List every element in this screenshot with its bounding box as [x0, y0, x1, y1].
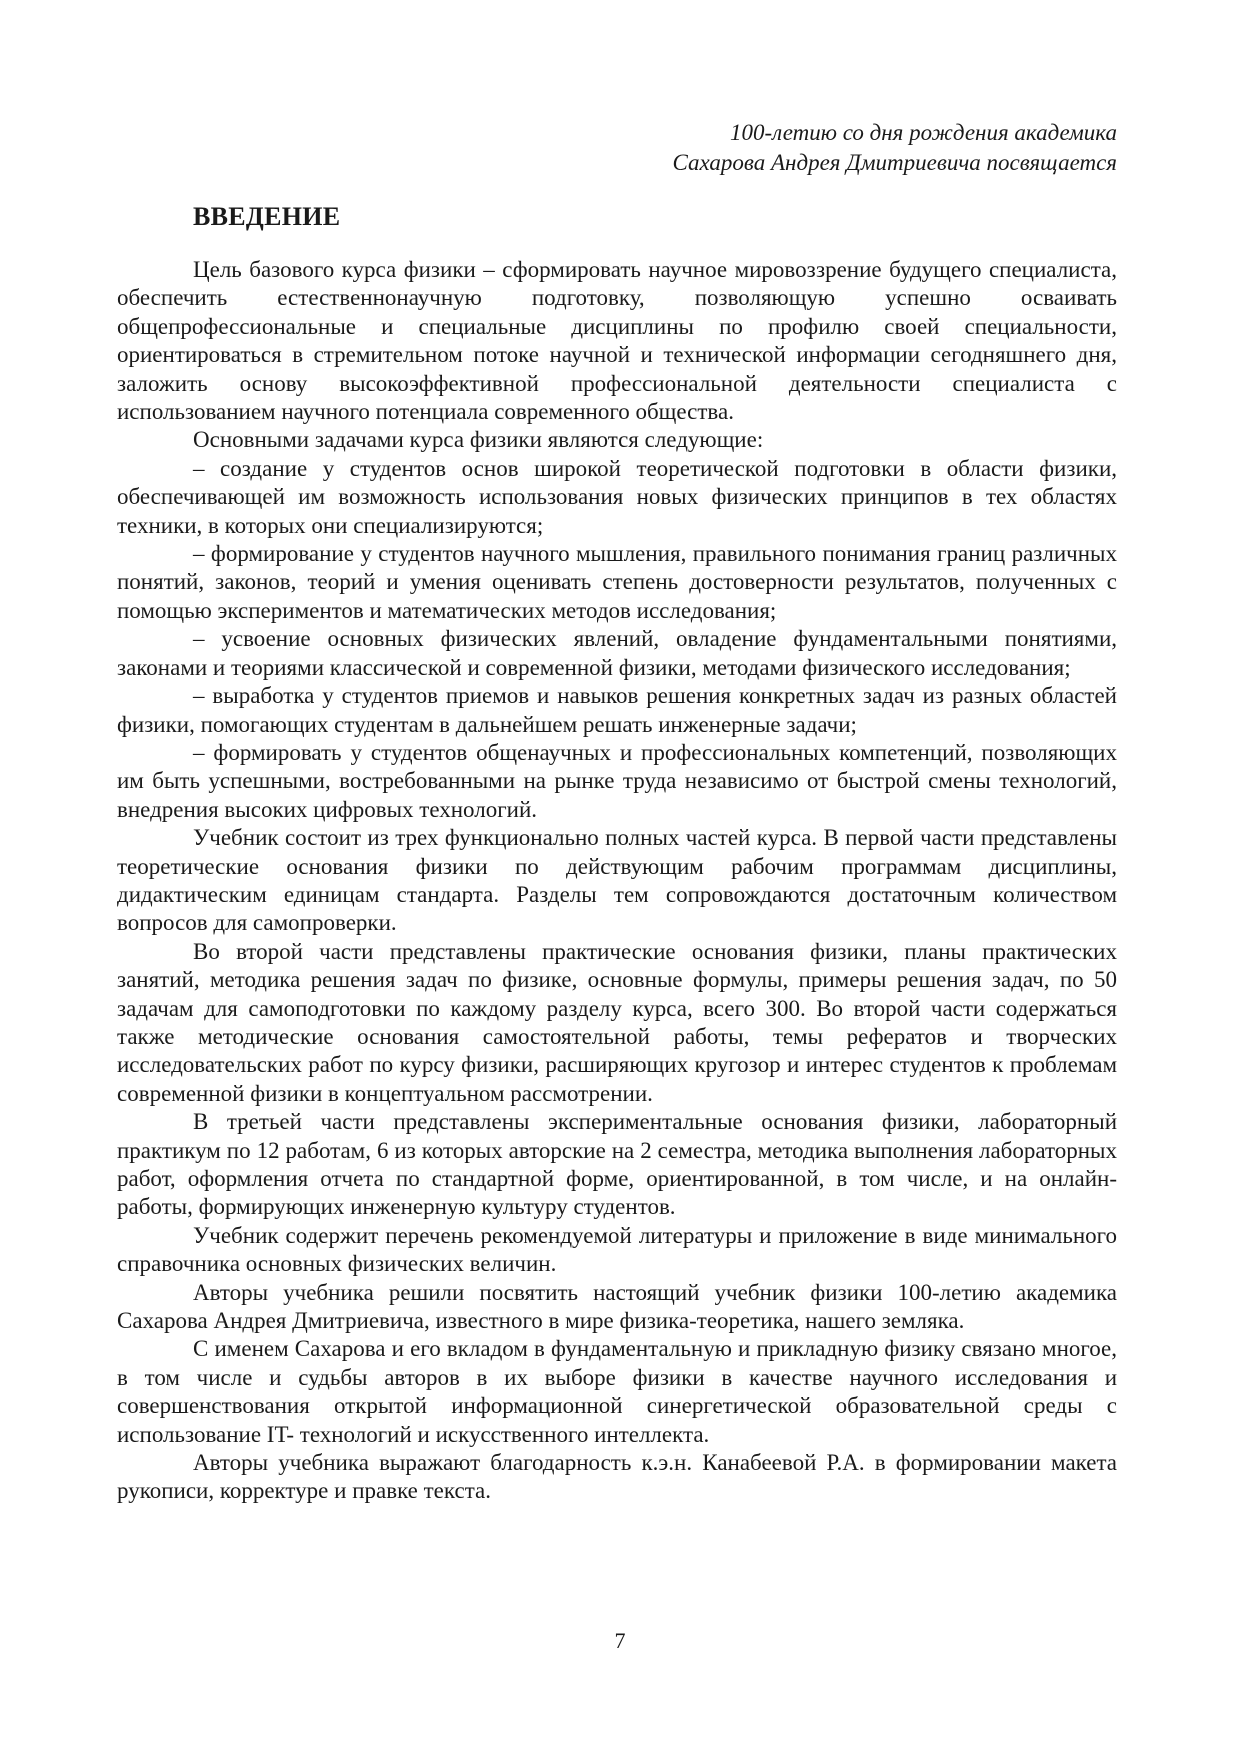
page-number: 7	[614, 1628, 626, 1653]
list-item-phenomena: – усвоение основных физических явлений, овладение фундаментальными понятиями, законами и теориями классической и современной физики, методами физического исследования;	[117, 626, 1117, 680]
paragraph-tasks-intro: Основными задачами курса физики являются следующие:	[193, 427, 764, 453]
dedication-line-2: Сахарова Андрея Дмитриевича посвящается	[672, 150, 1117, 175]
section-heading: ВВЕДЕНИЕ	[193, 202, 341, 231]
paragraph-dedication: Авторы учебника решили посвятить настоящий учебник физики 100-летию академика Сахарова Андрея Дмитриевича, известного в мире физика-теоретика, нашего земляка.	[117, 1279, 1117, 1334]
list-item-thinking: – формирование у студентов научного мышления, правильного понимания границ различных понятий, законов, теорий и умения оценивать степень достоверности результатов, полученных с помощью экспериментов и математических методов исследования;	[117, 541, 1117, 623]
paragraph-appendix: Учебник содержит перечень рекомендуемой литературы и приложение в виде минимального справочника основных физических величин.	[117, 1222, 1117, 1277]
dedication-line-1: 100-летию со дня рождения академика	[729, 120, 1117, 145]
paragraph-sakharov: С именем Сахарова и его вкладом в фундаментальную и прикладную физику связано многое, в том числе и судьбы авторов в их выборе физики в качестве научного исследования и совершенствования открытой информационной синергетической образовательной среды с использование IT- технологий и искусственного интеллекта.	[117, 1336, 1117, 1447]
list-item-skills: – выработка у студентов приемов и навыков решения конкретных задач из разных областей физики, помогающих студентам в дальнейшем решать инженерные задачи;	[117, 683, 1117, 737]
paragraph-part-two: Во второй части представлены практические основания физики, планы практических занятий, методика решения задач по физике, основные формулы, примеры решения задач, по 50 задачам для самоподготовки по каждому разделу курса, всего 300. Во второй части содержаться также методические основания самостоятельной работы, темы рефератов и творческих исследовательских работ по курсу физики, расширяющих кругозор и интерес студентов к проблемам современной физики в концептуальном рассмотрении.	[117, 938, 1117, 1106]
paragraph-goal: Цель базового курса физики – сформировать научное мировоззрение будущего специалиста, обеспечить естественнонаучную подготовку, позволяющую успешно осваивать общепрофессиональные и специальные дисциплины по профилю своей специальности, ориентироваться в стремительном потоке научной и технической информации сегодняшнего дня, заложить основу высокоэффективной профессиональной деятельности специалиста с использованием научного потенциала современного общества.	[117, 257, 1117, 425]
paragraph-part-one: Учебник состоит из трех функционально полных частей курса. В первой части представлены теоретические основания физики по действующим рабочим программам дисциплины, дидактическим единицам стандарта. Разделы тем сопровождаются достаточным количеством вопросов для самопроверки.	[117, 825, 1117, 936]
paragraph-acknowledgement: Авторы учебника выражают благодарность к.э.н. Канабеевой Р.А. в формировании макета рукописи, корректуре и правке текста.	[117, 1450, 1117, 1504]
paragraph-part-three: В третьей части представлены экспериментальные основания физики, лабораторный практикум по 12 работам, 6 из которых авторские на 2 семестра, методика выполнения лабораторных работ, оформления отчета по стандартной форме, ориентированной, в том числе, и на онлайн-работы, формирующих инженерную культуру студентов.	[117, 1109, 1117, 1220]
list-item-competencies: – формировать у студентов общенаучных и профессиональных компетенций, позволяющих им быть успешными, востребованными на рынке труда независимо от быстрой смены технологий, внедрения высоких цифровых технологий.	[117, 739, 1117, 822]
list-item-theory: – создание у студентов основ широкой теоретической подготовки в области физики, обеспечивающей им возможность использования новых физических принципов в тех областях техники, в которых они специализируются;	[117, 455, 1117, 538]
body-text	[117, 256, 1117, 1506]
dedication-epigraph	[417, 118, 1117, 178]
